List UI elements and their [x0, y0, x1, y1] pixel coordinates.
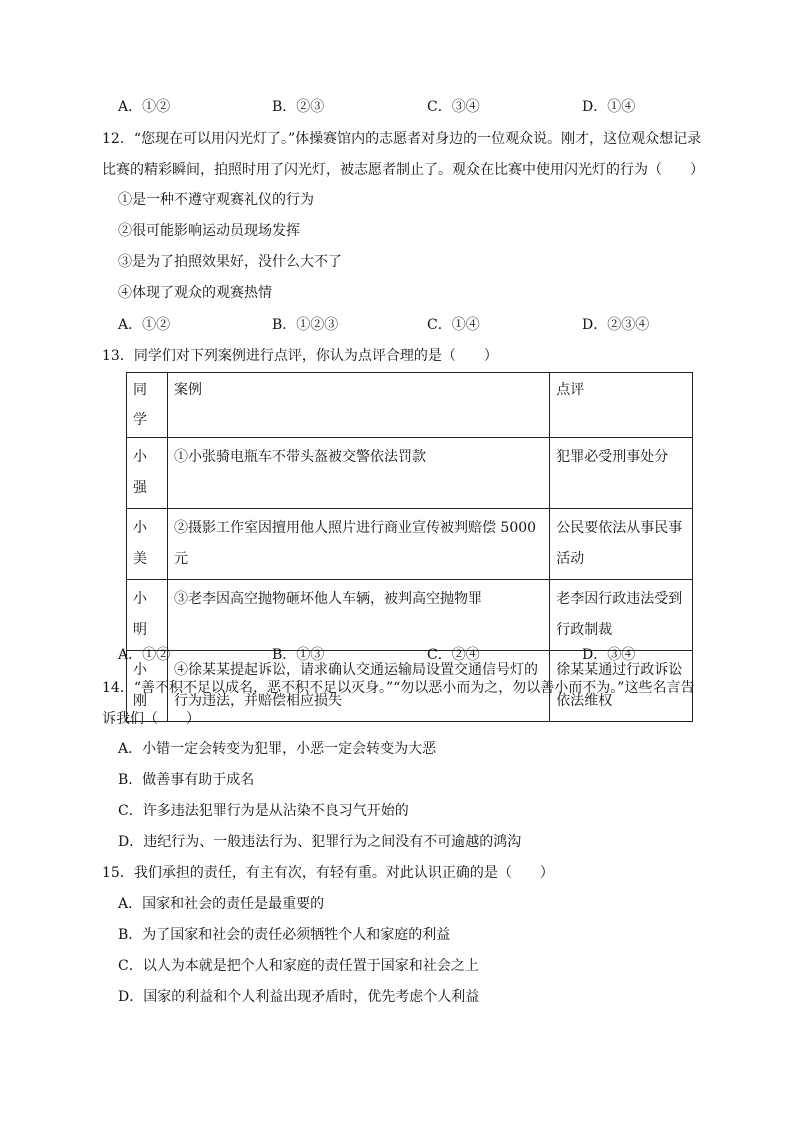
q14-stem: 14．“善不积不足以成名，恶不积不足以灭身。”“勿以恶小而为之，勿以善小而不为。”这些名言告诉我们（ ）: [102, 680, 695, 727]
q12-option-b: B．①②③: [272, 317, 339, 333]
q13-stem: 13．同学们对下列案例进行点评，你认为点评合理的是（ ）: [102, 348, 498, 364]
cell-student: 小强: [127, 438, 168, 509]
q11-option-c: C．③④: [427, 99, 480, 115]
q14-choice-b: B．做善事有助于成名: [118, 772, 255, 788]
q14-choice-d: D．违纪行为、一般违法行为、犯罪行为之间没有不可逾越的鸿沟: [118, 834, 522, 850]
cell-student: 小明: [127, 580, 168, 651]
q13-option-b: B．①③: [272, 647, 325, 663]
q13-option-a: A．①②: [118, 647, 171, 663]
cases-table: [126, 372, 693, 722]
q15-choice-c: C．以人为本就是把个人和家庭的责任置于国家和社会之上: [118, 958, 479, 974]
cell-case: ②摄影工作室因擅用他人照片进行商业宣传被判赔偿 5000元: [167, 509, 549, 580]
q14-choice-a: A．小错一定会转变为犯罪，小恶一定会转变为大恶: [118, 741, 437, 757]
q11-option-b: B．②③: [272, 99, 325, 115]
q12-option-c: C．①④: [427, 317, 480, 333]
q11-option-a: A．①②: [118, 99, 171, 115]
header-student: 同学: [127, 373, 168, 438]
cell-case: ③老李因高空抛物砸坏他人车辆，被判高空抛物罪: [167, 580, 549, 651]
q12-stem: 12．“您现在可以用闪光灯了。”体操赛馆内的志愿者对身边的一位观众说。刚才，这位观众想记录比赛的精彩瞬间，拍照时用了闪光灯，被志愿者制止了。观众在比赛中使用闪光灯的行为（ ）: [102, 131, 704, 178]
table-header-row: [127, 373, 693, 438]
q15-stem: 15．我们承担的责任，有主有次，有轻有重。对此认识正确的是（ ）: [102, 865, 554, 881]
q12-option-d: D．②③④: [582, 317, 650, 333]
cell-case: ①小张骑电瓶车不带头盔被交警依法罚款: [167, 438, 549, 509]
cell-comment: 公民要依法从事民事活动: [550, 509, 693, 580]
cell-comment: 徐某某通过行政诉讼依法维权: [550, 651, 693, 722]
q12-option-a: A．①②: [118, 317, 171, 333]
q15-choice-d: D．国家的利益和个人利益出现矛盾时，优先考虑个人利益: [118, 989, 480, 1005]
q15-choice-b: B．为了国家和社会的责任必须牺牲个人和家庭的利益: [118, 927, 451, 943]
q15-choice-a: A．国家和社会的责任是最重要的: [118, 896, 325, 912]
table-row: [127, 509, 693, 580]
cell-case: ④徐某某提起诉讼，请求确认交通运输局设置交通信号灯的行为违法，并赔偿相应损失: [167, 651, 549, 722]
cell-comment: 犯罪必受刑事处分: [550, 438, 693, 509]
q11-option-d: D．①④: [582, 99, 636, 115]
q12-item-4: ④体现了观众的观赛热情: [118, 285, 272, 301]
q13-option-c: C．②④: [427, 647, 480, 663]
q13-option-d: D．③④: [582, 647, 636, 663]
header-comment: 点评: [550, 373, 693, 438]
q12-item-3: ③是为了拍照效果好，没什么大不了: [118, 254, 342, 270]
cell-student: 小美: [127, 509, 168, 580]
q14-choice-c: C．许多违法犯罪行为是从沾染不良习气开始的: [118, 803, 409, 819]
q12-item-2: ②很可能影响运动员现场发挥: [118, 223, 300, 239]
cell-comment: 老李因行政违法受到行政制裁: [550, 580, 693, 651]
header-case: 案例: [167, 373, 549, 438]
table-row: [127, 580, 693, 651]
cell-student: 小刚: [127, 651, 168, 722]
table-row: [127, 438, 693, 509]
q12-item-1: ①是一种不遵守观赛礼仪的行为: [118, 192, 314, 208]
